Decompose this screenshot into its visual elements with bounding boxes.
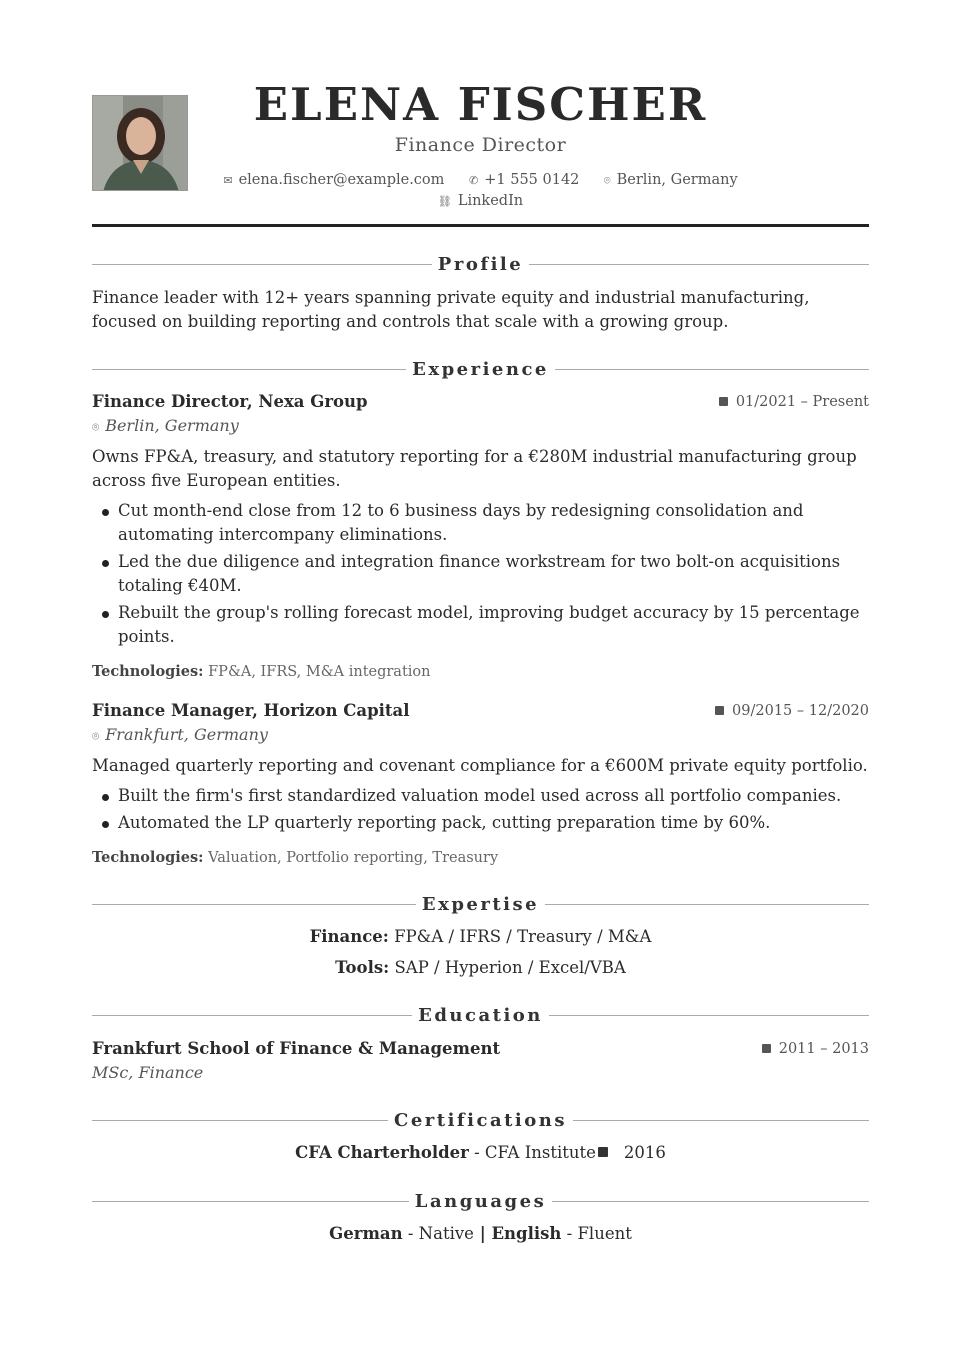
language-level: Fluent	[577, 1224, 632, 1243]
list-item: Led the due diligence and integration finance workstream for two bolt-on acquisitions totaling €40M.	[92, 550, 869, 598]
language-name: English	[491, 1224, 562, 1243]
certification-year: 2016	[623, 1143, 666, 1162]
section-heading-languages	[92, 1190, 869, 1212]
job-dates	[715, 703, 869, 719]
list-item: Rebuilt the group's rolling forecast model, improving budget accuracy by 15 percentage points.	[92, 601, 869, 649]
job-technologies	[92, 849, 498, 866]
section-heading-expertise	[92, 893, 869, 915]
calendar-icon	[598, 1147, 608, 1157]
section-heading-education	[92, 1004, 869, 1026]
tech-values: FP&A, IFRS, M&A integration	[208, 664, 431, 680]
education-heading: Education	[418, 1004, 543, 1026]
phone-contact[interactable]	[469, 170, 579, 191]
contact-info	[92, 170, 869, 212]
school-name: Frankfurt School of Finance & Management	[92, 1039, 501, 1058]
job-achievements	[92, 784, 869, 838]
map-pin-icon: ⌾	[92, 729, 100, 743]
linkedin-text: LinkedIn	[457, 193, 524, 209]
job-location-text: Frankfurt, Germany	[105, 725, 268, 744]
section-heading-experience	[92, 358, 869, 380]
map-pin-icon: ⌾	[92, 420, 100, 434]
job-location-text: Berlin, Germany	[105, 416, 239, 435]
certifications-heading: Certifications	[394, 1109, 567, 1131]
expertise-row	[92, 927, 869, 946]
certification-issuer: CFA Institute	[484, 1143, 596, 1162]
expertise-label: Tools:	[335, 958, 390, 977]
job-dates-text: 01/2021 – Present	[735, 394, 869, 410]
expertise-value: SAP / Hyperion / Excel/VBA	[394, 958, 626, 977]
language-level: Native	[418, 1224, 474, 1243]
degree: MSc, Finance	[92, 1063, 204, 1082]
expertise-value: FP&A / IFRS / Treasury / M&A	[394, 927, 652, 946]
job-technologies	[92, 663, 431, 680]
job-summary: Managed quarterly reporting and covenant compliance for a €600M private equity portfolio.	[92, 756, 868, 775]
expertise-heading: Expertise	[421, 893, 540, 915]
email-contact[interactable]	[223, 170, 444, 191]
section-heading-profile	[92, 253, 869, 275]
profile-heading: Profile	[437, 253, 524, 275]
tech-values: Valuation, Portfolio reporting, Treasury	[208, 850, 499, 866]
list-item: Cut month-end close from 12 to 6 business days by redesigning consolidation and automating intercompany eliminations.	[92, 499, 869, 547]
calendar-icon	[719, 397, 728, 406]
map-pin-icon: ⌾	[604, 174, 611, 187]
certification-name: CFA Charterholder	[295, 1143, 469, 1162]
linkedin-link[interactable]	[438, 191, 523, 212]
candidate-title: Finance Director	[394, 134, 567, 156]
expertise-label: Finance:	[309, 927, 389, 946]
tech-label: Technologies:	[92, 849, 204, 866]
job-location	[92, 416, 239, 435]
location-text: Berlin, Germany	[616, 172, 738, 188]
calendar-icon	[715, 706, 724, 715]
certification-separator: -	[468, 1143, 485, 1162]
job-achievements	[92, 499, 869, 652]
languages-heading: Languages	[414, 1190, 547, 1212]
list-item: Built the firm's first standardized valuation model used across all portfolio companies.	[92, 784, 869, 808]
phone-icon: ✆	[469, 174, 479, 187]
section-heading-certifications	[92, 1109, 869, 1131]
job-location	[92, 725, 268, 744]
phone-text: +1 555 0142	[484, 172, 580, 188]
link-icon: ⛓	[437, 195, 452, 208]
profile-summary: Finance leader with 12+ years spanning private equity and industrial manufacturing, focused on building reporting and controls that scale with a growing group.	[92, 288, 810, 331]
candidate-name: ELENA FISCHER	[253, 78, 708, 131]
experience-heading: Experience	[412, 358, 549, 380]
education-dates	[762, 1041, 869, 1057]
language-separator: -	[561, 1224, 578, 1243]
email-text: elena.fischer@example.com	[238, 172, 445, 188]
list-item: Automated the LP quarterly reporting pack, cutting preparation time by 60%.	[92, 811, 869, 835]
expertise-row	[92, 958, 869, 977]
location-contact	[604, 170, 738, 191]
envelope-icon: ✉	[223, 174, 233, 187]
job-dates	[719, 394, 869, 410]
job-title: Finance Manager, Horizon Capital	[92, 701, 410, 720]
education-dates-text: 2011 – 2013	[778, 1041, 869, 1057]
language-separator: -	[402, 1224, 419, 1243]
language-divider: |	[473, 1224, 492, 1243]
certification-item	[92, 1143, 869, 1162]
header-divider	[92, 224, 869, 227]
tech-label: Technologies:	[92, 663, 204, 680]
job-dates-text: 09/2015 – 12/2020	[732, 703, 869, 719]
calendar-icon	[762, 1044, 771, 1053]
languages-list	[92, 1224, 869, 1243]
job-title: Finance Director, Nexa Group	[92, 392, 368, 411]
language-name: German	[329, 1224, 403, 1243]
job-summary: Owns FP&A, treasury, and statutory reporting for a €280M industrial manufacturing group across five European entities.	[92, 447, 857, 490]
